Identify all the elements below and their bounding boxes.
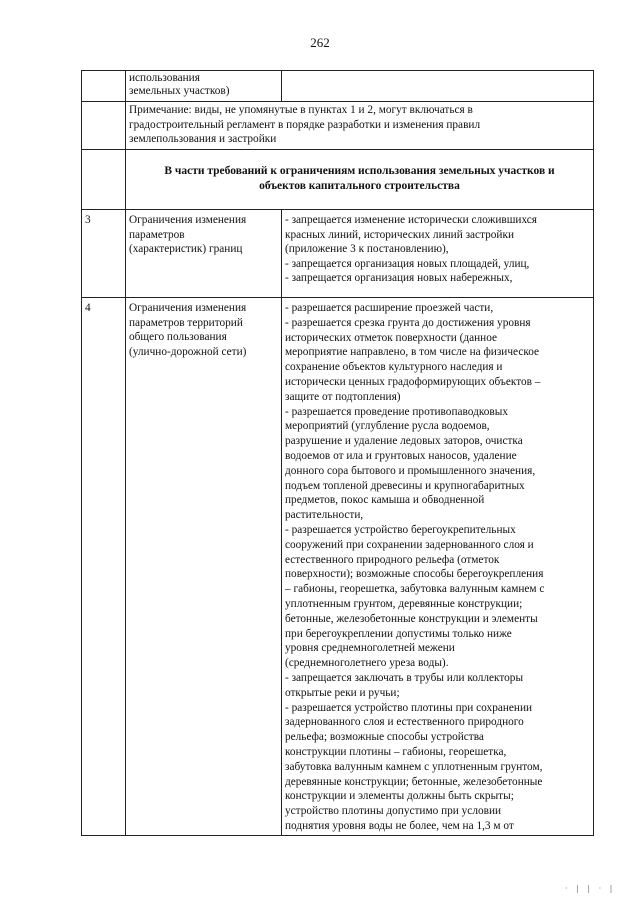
- content-line: уплотненным грунтом, деревянные конструкции;: [285, 597, 523, 610]
- content-line: естественного природного рельефа (отметок: [285, 553, 500, 566]
- content-line: задернованного слоя и естественного природного: [285, 716, 524, 729]
- section-heading-line: объектов капитального строительства: [259, 179, 460, 192]
- content-line: открытые реки и ручьи;: [285, 686, 400, 699]
- content-line: разрушение и удаление ледовых заторов, очистка: [285, 435, 523, 448]
- page-number: 262: [310, 35, 330, 50]
- content-line: мероприятий (углубление русла водоемов,: [285, 420, 490, 433]
- row-content-cell: [282, 71, 594, 102]
- note-line: градостроительный регламент в порядке разработки и изменения правил: [129, 118, 481, 131]
- content-line: - разрешается устройство берегоукрепительных: [285, 523, 516, 536]
- content-line: подъем топленой древесины и крупногабаритных: [285, 479, 525, 492]
- content-line: при берегоукреплении допустимы только ниже: [285, 627, 512, 640]
- name-line: Ограничения изменения: [129, 302, 247, 314]
- content-line: защите от подтопления): [285, 390, 401, 403]
- content-line: красных линий, исторических линий застройки: [285, 228, 515, 241]
- content-line: бетонные, железобетонные конструкции и элементы: [285, 612, 538, 625]
- content-line: поднятия уровня воды не более, чем на 1,3 м от: [285, 819, 514, 832]
- section-heading: [126, 150, 594, 210]
- content-line: - запрещается изменение исторически сложившихся: [285, 214, 537, 226]
- content-line: - разрешается срезка грунта до достижения уровня: [285, 316, 531, 329]
- content-line: конструкции плотины – габионы, георешетка,: [285, 745, 507, 758]
- note-line: Примечание: виды, не упомянутые в пунктах 1 и 2, могут включаться в: [129, 104, 473, 116]
- name-line: Ограничения изменения: [129, 214, 247, 226]
- content-line: сооружений при сохранении задернованного слоя и: [285, 538, 534, 551]
- row-name-cell: [126, 71, 282, 102]
- scan-edge-marks: · | | · |: [565, 884, 616, 893]
- content-line: предметов, покос камыша и обводненной: [285, 494, 485, 507]
- name-line: параметров: [129, 228, 185, 241]
- row-number-cell: 3: [82, 210, 126, 298]
- table-row-note: [82, 102, 594, 150]
- content-line: исторически ценных градоформирующих объектов –: [285, 375, 541, 388]
- content-line: мероприятие направлено, в том числе на физическое: [285, 346, 540, 359]
- name-line: параметров территорий: [129, 316, 243, 329]
- table-row-3: [82, 210, 594, 298]
- row-number-cell: 4: [82, 298, 126, 836]
- content-line: - разрешается проведение противопаводковых: [285, 405, 508, 418]
- content-line: растительности,: [285, 509, 364, 522]
- name-line: (улично-дорожной сети): [129, 345, 247, 358]
- content-line: - разрешается устройство плотины при сохранении: [285, 701, 533, 714]
- content-line: деревянные конструкции; бетонные, железобетонные: [285, 775, 543, 788]
- content-line: уровня среднемноголетней межени: [285, 642, 455, 655]
- row-number-cell: [82, 150, 126, 210]
- row-content-cell: [282, 210, 594, 298]
- table-row-continued: [82, 71, 594, 102]
- name-line: (характеристик) границ: [129, 243, 243, 256]
- name-line: земельных участков): [129, 85, 230, 97]
- name-line: использования: [129, 72, 200, 84]
- content-line: водоемов от ила и грунтовых наносов, удаление: [285, 449, 517, 462]
- row-number-cell: [82, 102, 126, 150]
- row-name-cell: [126, 298, 282, 836]
- section-heading-line: В части требований к ограничениям использования земельных участков и: [164, 165, 555, 177]
- content-line: (среднемноголетнего уреза воды).: [285, 657, 449, 670]
- row-content-cell: [282, 298, 594, 836]
- content-line: рельефа; возможные способы устройства: [285, 731, 484, 744]
- content-line: (приложение 3 к постановлению),: [285, 243, 449, 256]
- content-line: донного сора бытового и промышленного значения,: [285, 464, 536, 477]
- name-line: общего пользования: [129, 331, 227, 344]
- content-line: сохранение объектов культурного наследия и: [285, 361, 503, 374]
- content-line: конструкции и элементы должны быть скрыты;: [285, 790, 514, 803]
- content-line: - разрешается расширение проезжей части,: [285, 302, 494, 314]
- content-line: - запрещается организация новых площадей, улиц,: [285, 257, 530, 270]
- row-number-cell: [82, 71, 126, 102]
- note-cell: [126, 102, 594, 150]
- content-line: поверхности); возможные способы берегоукрепления: [285, 568, 544, 581]
- content-line: забутовка валунным камнем с уплотненным грунтом,: [285, 760, 543, 773]
- regulation-table: [81, 70, 594, 836]
- content-line: - запрещается организация новых набережных,: [285, 272, 513, 285]
- content-line: – габионы, георешетка, забутовка валунным камнем с: [285, 583, 545, 596]
- content-line: исторических отметок поверхности (данное: [285, 331, 498, 344]
- table-row-4: [82, 298, 594, 836]
- content-line: устройство плотины допустимо при условии: [285, 805, 502, 818]
- content-line: - запрещается заключать в трубы или коллекторы: [285, 671, 524, 684]
- table-row-section: [82, 150, 594, 210]
- note-line: землепользования и застройки: [129, 133, 277, 146]
- row-name-cell: [126, 210, 282, 298]
